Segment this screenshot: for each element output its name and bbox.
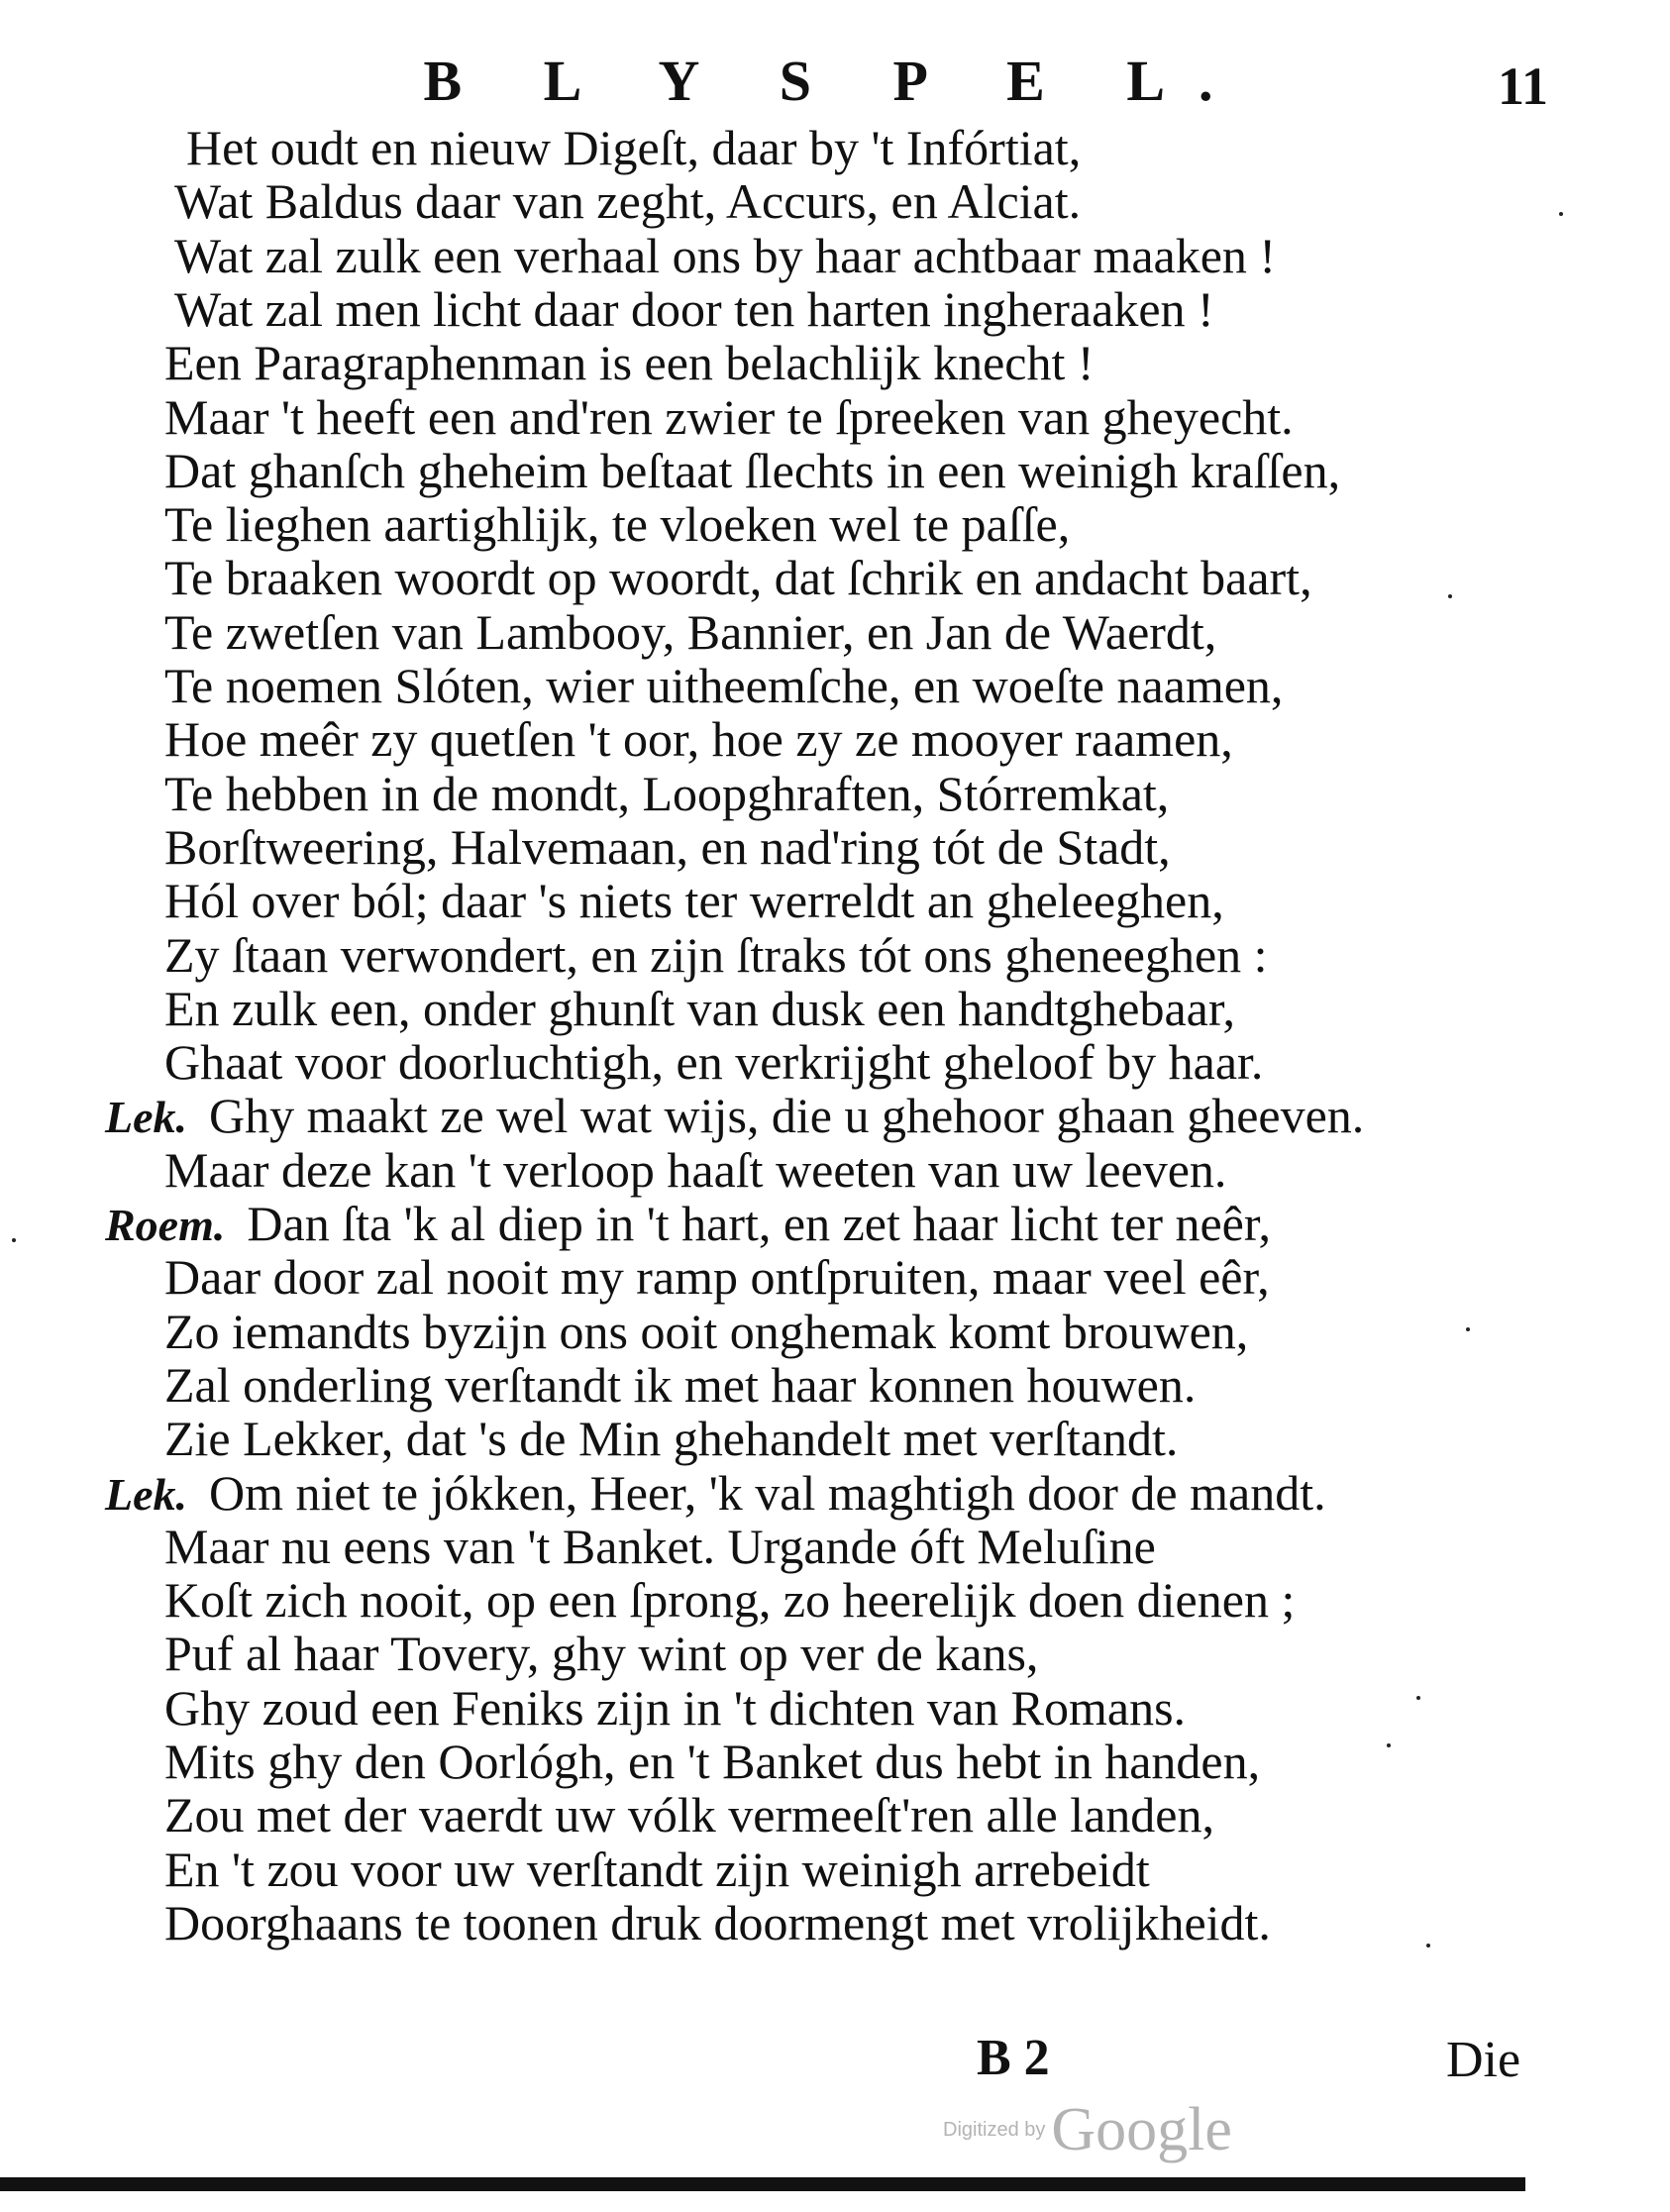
verse-text: Koſt zich nooit, op een ſprong, zo heerelijk doen dienen ; [164, 1572, 1296, 1629]
verse-line [174, 278, 1214, 340]
verse-line [164, 1784, 1214, 1845]
verse-line [164, 1354, 1196, 1416]
verse-line [164, 1731, 1260, 1792]
verse-text: Dan ſta 'k al diep in 't hart, en zet haar licht ter neêr, [247, 1196, 1272, 1251]
verse-text: Borſtweering, Halvemaan, en nad'ring tót de Stadt, [164, 818, 1171, 875]
scan-speck [1426, 1944, 1430, 1948]
verse-text: Zo iemandts byzijn ons ooit onghemak komt brouwen, [164, 1303, 1249, 1359]
verse-text: Te lieghen aartighlijk, te vloeken wel te paſſe, [164, 496, 1071, 553]
verse-text: Te noemen Slóten, wier uitheemſche, en woeſte naamen, [164, 658, 1284, 713]
verse-line [164, 440, 1340, 501]
scan-edge-shadow [0, 2177, 1525, 2191]
scan-speck [1416, 1696, 1420, 1700]
verse-line [164, 655, 1283, 716]
speaker-label: Roem. [105, 1200, 226, 1250]
verse-text: Wat zal men licht daar door ten harten ingheraaken ! [174, 280, 1214, 337]
verse-line [164, 708, 1233, 770]
verse-text: Wat Baldus daar van zeght, Accurs, en Alciat. [174, 173, 1082, 230]
verse-line [174, 225, 1276, 286]
verse-text: Doorghaans te toonen druk doormengt met vrolijkheidt. [164, 1894, 1271, 1950]
verse-line [164, 816, 1171, 878]
verse-text: Ghy maakt ze wel wat wijs, die u ghehoor ghaan gheeven. [209, 1088, 1365, 1144]
verse-text: Maar 't heeft een and'ren zwier te ſpreeken van gheyecht. [164, 388, 1294, 445]
verse-line [164, 1569, 1295, 1631]
verse-text: Mits ghy den Oorlógh, en 't Banket dus hebt in handen, [164, 1734, 1261, 1789]
scan-speck [1448, 594, 1452, 598]
verse-text: Ghy zoud een Feniks zijn in 't dichten van Romans. [164, 1679, 1187, 1736]
watermark-brand: Google [1051, 2096, 1232, 2163]
verse-text: Puf al haar Tovery, ghy wint op ver de kans, [164, 1626, 1039, 1682]
page-number: 11 [1498, 56, 1549, 116]
verse-line [164, 978, 1235, 1039]
verse-line [164, 1623, 1038, 1684]
verse-line [164, 1677, 1186, 1738]
verse-text: Ghaat voor doorluchtigh, en verkrijght gheloof by haar. [164, 1034, 1264, 1091]
verse-line [164, 1031, 1263, 1093]
verse-text: Wat zal zulk een verhaal ons by haar achtbaar maaken ! [174, 227, 1277, 283]
verse-text: Om niet te jókken, Heer, 'k val maghtigh door de mandt. [209, 1464, 1326, 1521]
scan-speck [1559, 212, 1563, 216]
scan-speck [1466, 1327, 1470, 1331]
verse-line [186, 117, 1081, 178]
verse-text: Te zwetſen van Lambooy, Bannier, en Jan de Waerdt, [164, 603, 1217, 660]
speech-line [105, 1462, 1326, 1524]
verse-text: Maar deze kan 't verloop haaſt weeten van uw leeven. [164, 1141, 1227, 1198]
verse-line [164, 1892, 1271, 1953]
scan-speck [1387, 1743, 1391, 1747]
verse-line [164, 493, 1070, 555]
verse-line [164, 547, 1312, 608]
verse-text: Te braaken woordt op woordt, dat ſchrik en andacht baart, [164, 550, 1312, 606]
watermark-prefix: Digitized by [943, 2119, 1046, 2141]
verse-line [164, 763, 1169, 824]
verse-text: Zie Lekker, dat 's de Min ghehandelt met verſtandt. [164, 1411, 1179, 1467]
verse-line [164, 332, 1095, 393]
speaker-label: Lek. [105, 1468, 188, 1520]
running-title: B L Y S P E L. [423, 49, 1247, 113]
verse-line [164, 1301, 1248, 1362]
verse-text: Zy ſtaan verwondert, en zijn ſtraks tót ons gheneeghen : [164, 926, 1268, 983]
speech-line [105, 1085, 1364, 1146]
signature-mark: B 2 [977, 2030, 1050, 2086]
verse-line [164, 386, 1294, 448]
verse-text: Hól over ból; daar 's niets ter werreldt an gheleeghen, [164, 873, 1224, 929]
verse-text: Hoe meêr zy quetſen 't oor, hoe zy ze mooyer raamen, [164, 711, 1233, 768]
verse-line [164, 924, 1268, 986]
verse-line [164, 1408, 1178, 1469]
verse-text: Daar door zal nooit my ramp ontſpruiten, maar veel eêr, [164, 1249, 1270, 1306]
catchword: Die [1446, 2032, 1521, 2088]
verse-text: Te hebben in de mondt, Loopghraften, Stórremkat, [164, 765, 1170, 821]
verse-text: Dat ghanſch gheheim beſtaat ſlechts in een weinigh kraſſen, [164, 442, 1341, 498]
verse-line [164, 1516, 1156, 1577]
verse-text: Een Paragraphenman is een belachlijk knecht ! [164, 335, 1095, 391]
verse-line [164, 1246, 1270, 1308]
digitization-watermark [943, 2095, 1232, 2165]
verse-text: Maar nu eens van 't Banket. Urgande óft Meluſine [164, 1518, 1156, 1574]
verse-line [164, 1139, 1226, 1201]
verse-text: En 't zou voor uw verſtandt zijn weinigh arrebeidt [164, 1841, 1150, 1897]
speaker-label: Lek. [105, 1092, 188, 1143]
verse-line [164, 870, 1224, 931]
scan-speck [12, 1238, 16, 1242]
verse-line [164, 1839, 1150, 1900]
speech-line [105, 1193, 1271, 1254]
verse-line [164, 601, 1216, 663]
verse-text: Het oudt en nieuw Digeſt, daar by 't Infórtiat, [186, 120, 1082, 175]
verse-text: Zal onderling verſtandt ik met haar konnen houwen. [164, 1356, 1197, 1413]
verse-text: En zulk een, onder ghunſt van dusk een handtghebaar, [164, 980, 1235, 1036]
verse-text: Zou met der vaerdt uw vólk vermeeſt'ren alle landen, [164, 1787, 1214, 1843]
verse-line [174, 170, 1081, 232]
